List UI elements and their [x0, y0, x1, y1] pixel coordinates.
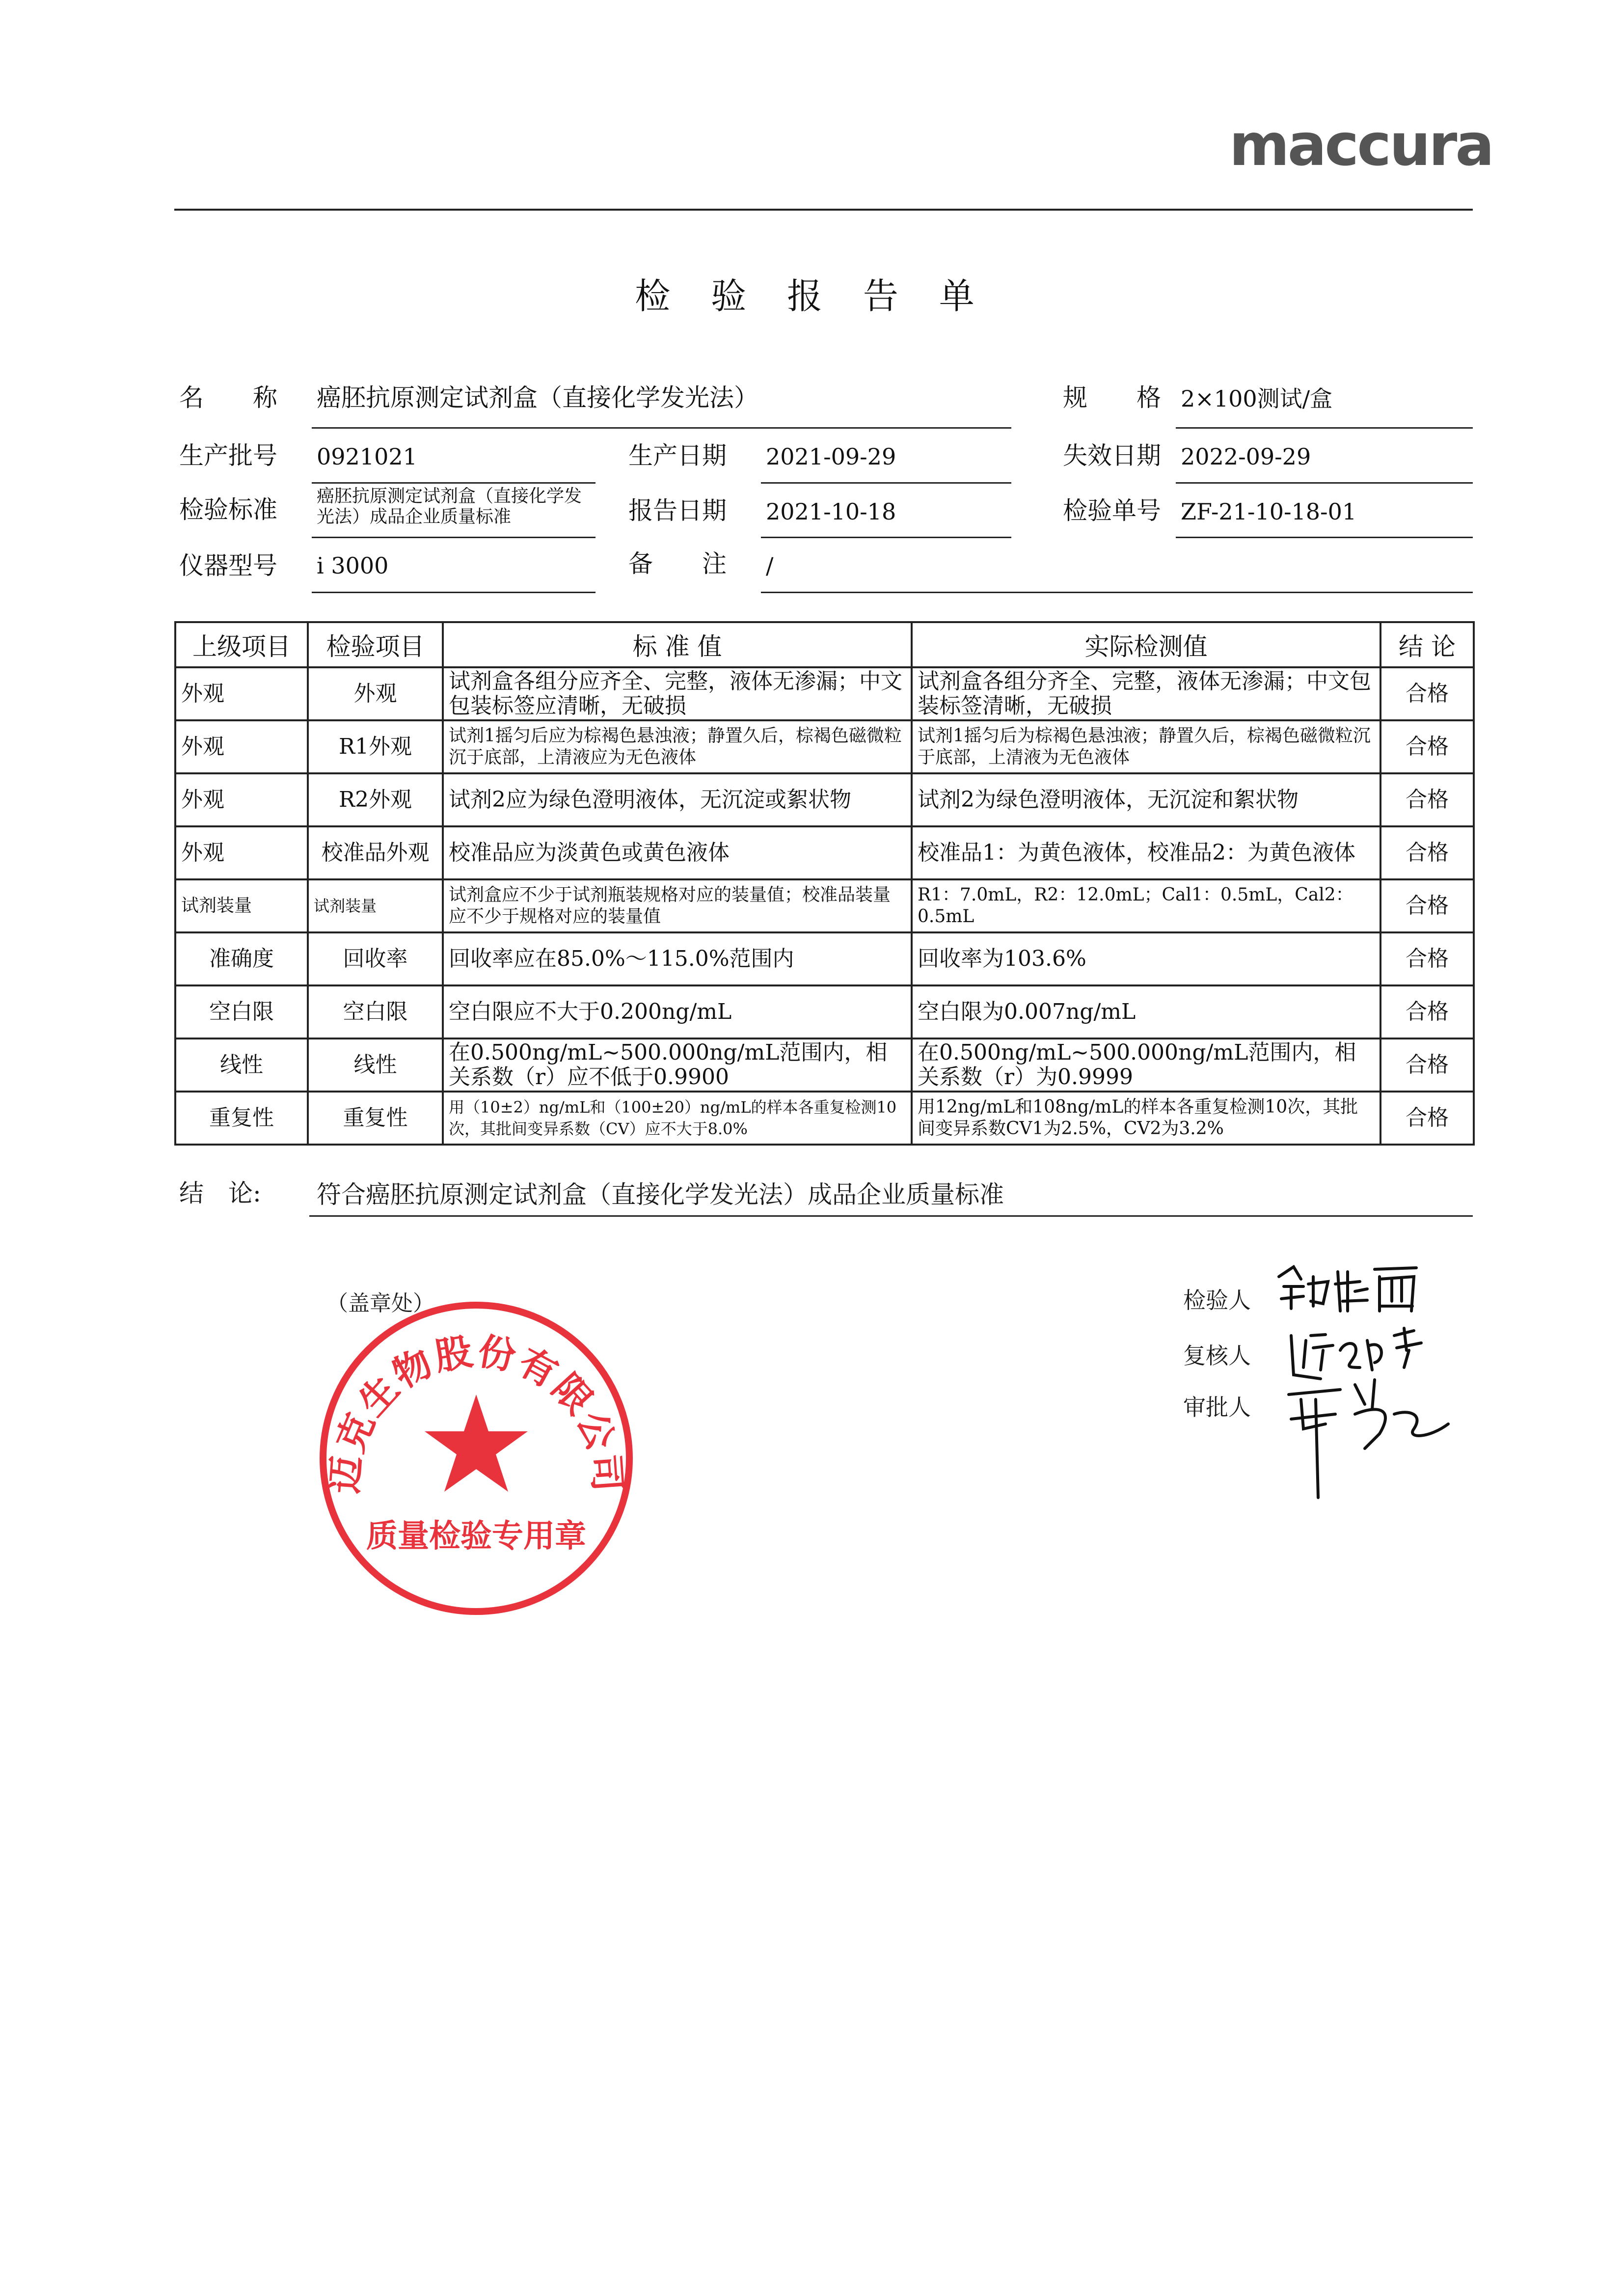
- row-result: 合格: [1380, 879, 1474, 932]
- document-title: 检 验 报 告 单: [635, 275, 989, 317]
- report-no-value: ZF-21-10-18-01: [1181, 498, 1357, 525]
- standard-underline: [312, 537, 595, 538]
- table-row: [175, 985, 1474, 1039]
- spec-underline: [1176, 427, 1473, 429]
- row-item: 外观: [308, 667, 443, 720]
- header-rule: [174, 209, 1473, 211]
- report-date-underline: [761, 537, 1011, 538]
- table-row: [175, 667, 1474, 720]
- table-row: [175, 773, 1474, 826]
- col-actual: 实际检测值: [912, 622, 1380, 667]
- table-row: [175, 1092, 1474, 1145]
- row-actual: R1：7.0mL，R2：12.0mL；Cal1：0.5mL，Cal2：0.5mL: [912, 879, 1380, 932]
- row-standard: 在0.500ng/mL~500.000ng/mL范围内，相关系数（r）应不低于0.9900: [443, 1039, 912, 1092]
- conclusion-underline: [309, 1215, 1473, 1217]
- name-value: 癌胚抗原测定试剂盒（直接化学发光法）: [317, 383, 758, 412]
- row-item: 试剂装量: [308, 879, 443, 932]
- row-result: 合格: [1380, 1039, 1474, 1092]
- row-actual: 试剂1摇匀后为棕褐色悬浊液；静置久后，棕褐色磁微粒沉于底部，上清液为无色液体: [912, 720, 1380, 773]
- row-result: 合格: [1380, 667, 1474, 720]
- table-row: [175, 720, 1474, 773]
- table-row: [175, 932, 1474, 985]
- row-parent: 线性: [175, 1039, 308, 1092]
- conclusion-label: 结 论:: [179, 1179, 261, 1207]
- report-date-label: 报告日期: [628, 496, 727, 525]
- prod-date-value: 2021-09-29: [766, 443, 896, 470]
- row-actual: 在0.500ng/mL~500.000ng/mL范围内，相关系数（r）为0.9999: [912, 1039, 1380, 1092]
- row-standard: 校准品应为淡黄色或黄色液体: [443, 826, 912, 879]
- instrument-value: i 3000: [317, 552, 389, 579]
- row-standard: 回收率应在85.0%～115.0%范围内: [443, 932, 912, 985]
- row-item: R1外观: [308, 720, 443, 773]
- row-standard: 试剂盒各组分应齐全、完整，液体无渗漏；中文包装标签应清晰，无破损: [443, 667, 912, 720]
- company-seal: [314, 1296, 638, 1620]
- instrument-label: 仪器型号: [179, 551, 277, 580]
- row-parent: 外观: [175, 826, 308, 879]
- approver-label: 审批人: [1183, 1394, 1251, 1421]
- row-parent: 重复性: [175, 1092, 308, 1145]
- report-date-value: 2021-10-18: [766, 498, 896, 525]
- seal-inner-text: 质量检验专用章: [366, 1518, 586, 1555]
- spec-label: 规 格: [1063, 383, 1161, 412]
- row-actual: 空白限为0.007ng/mL: [912, 985, 1380, 1039]
- row-parent: 外观: [175, 720, 308, 773]
- row-parent: 试剂装量: [175, 879, 308, 932]
- results-table: [174, 621, 1475, 1146]
- row-parent: 外观: [175, 667, 308, 720]
- row-item: 校准品外观: [308, 826, 443, 879]
- expiry-value: 2022-09-29: [1181, 443, 1311, 470]
- name-label: 名 称: [179, 383, 277, 412]
- row-standard: 试剂1摇匀后应为棕褐色悬浊液；静置久后，棕褐色磁微粒沉于底部，上清液应为无色液体: [443, 720, 912, 773]
- row-actual: 用12ng/mL和108ng/mL的样本各重复检测10次，其批间变异系数CV1为2.5%，CV2为3.2%: [912, 1092, 1380, 1145]
- row-result: 合格: [1380, 826, 1474, 879]
- row-item: 线性: [308, 1039, 443, 1092]
- instrument-underline: [312, 592, 595, 593]
- inspector-label: 检验人: [1183, 1287, 1251, 1313]
- row-standard: 用（10±2）ng/mL和（100±20）ng/mL的样本各重复检测10次，其批间变异系数（CV）应不大于8.0%: [443, 1092, 912, 1145]
- expiry-label: 失效日期: [1063, 441, 1161, 470]
- table-header-row: [175, 622, 1474, 667]
- row-parent: 空白限: [175, 985, 308, 1039]
- inspector-signature: [1274, 1257, 1421, 1316]
- batch-underline: [312, 482, 595, 484]
- row-result: 合格: [1380, 932, 1474, 985]
- col-result: 结 论: [1380, 622, 1474, 667]
- row-standard: 空白限应不大于0.200ng/mL: [443, 985, 912, 1039]
- row-standard: 试剂盒应不少于试剂瓶装规格对应的装量值；校准品装量应不少于规格对应的装量值: [443, 879, 912, 932]
- standard-value: 癌胚抗原测定试剂盒（直接化学发光法）成品企业质量标准: [317, 486, 582, 527]
- row-actual: 校准品1：为黄色液体，校准品2：为黄色液体: [912, 826, 1380, 879]
- standard-label: 检验标准: [179, 495, 277, 524]
- row-item: R2外观: [308, 773, 443, 826]
- row-actual: 试剂盒各组分齐全、完整，液体无渗漏；中文包装标签清晰，无破损: [912, 667, 1380, 720]
- report-no-label: 检验单号: [1063, 496, 1161, 525]
- maccura-logo: maccura: [1229, 111, 1492, 179]
- row-item: 回收率: [308, 932, 443, 985]
- spec-value: 2×100测试/盒: [1181, 385, 1333, 412]
- row-parent: 外观: [175, 773, 308, 826]
- stamp-label: （盖章处）: [326, 1291, 434, 1316]
- approver-signature: [1281, 1375, 1458, 1512]
- prod-date-label: 生产日期: [628, 441, 727, 470]
- remark-value: /: [766, 552, 774, 579]
- name-underline: [312, 427, 1011, 429]
- report-no-underline: [1176, 537, 1473, 538]
- row-result: 合格: [1380, 773, 1474, 826]
- row-actual: 回收率为103.6%: [912, 932, 1380, 985]
- row-item: 重复性: [308, 1092, 443, 1145]
- row-standard: 试剂2应为绿色澄明液体，无沉淀或絮状物: [443, 773, 912, 826]
- batch-value: 0921021: [317, 443, 417, 470]
- prod-date-underline: [761, 482, 1011, 484]
- col-standard: 标 准 值: [443, 622, 912, 667]
- seal-outer-text: 迈克生物股份有限公司: [322, 1329, 630, 1495]
- row-result: 合格: [1380, 720, 1474, 773]
- col-item: 检验项目: [308, 622, 443, 667]
- row-item: 空白限: [308, 985, 443, 1039]
- expiry-underline: [1176, 482, 1473, 484]
- batch-label: 生产批号: [179, 441, 277, 470]
- col-parent: 上级项目: [175, 622, 308, 667]
- table-row: [175, 826, 1474, 879]
- remark-label: 备 注: [628, 549, 727, 578]
- row-result: 合格: [1380, 1092, 1474, 1145]
- conclusion-text: 符合癌胚抗原测定试剂盒（直接化学发光法）成品企业质量标准: [317, 1180, 1004, 1209]
- reviewer-label: 复核人: [1183, 1342, 1251, 1369]
- table-row: [175, 1039, 1474, 1092]
- row-parent: 准确度: [175, 932, 308, 985]
- row-actual: 试剂2为绿色澄明液体，无沉淀和絮状物: [912, 773, 1380, 826]
- table-row: [175, 879, 1474, 932]
- row-result: 合格: [1380, 985, 1474, 1039]
- seal-star-icon: [425, 1394, 528, 1492]
- remark-underline: [761, 592, 1473, 593]
